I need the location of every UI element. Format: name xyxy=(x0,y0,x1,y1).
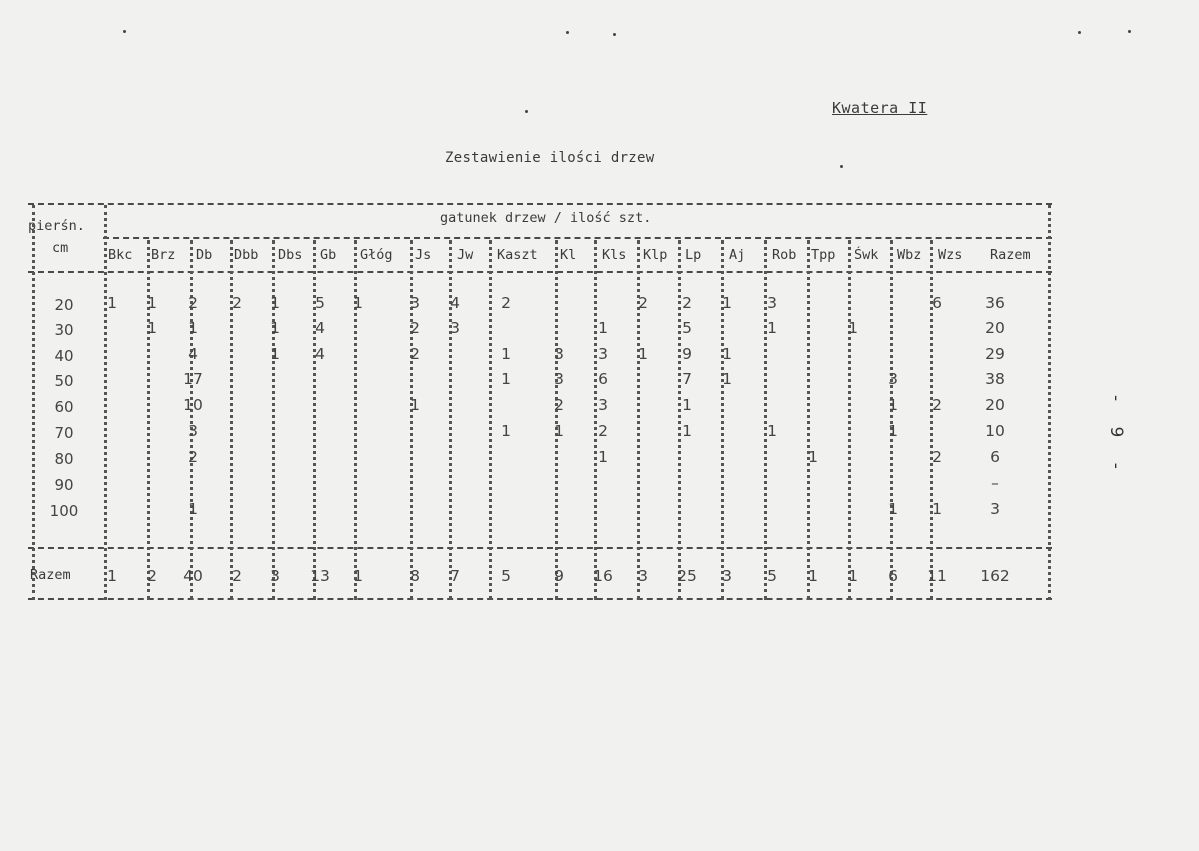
table-cell: 1 xyxy=(270,345,280,363)
total-cell: 11 xyxy=(927,567,947,585)
row-label: 70 xyxy=(54,424,74,442)
table-cell: 3 xyxy=(554,345,564,363)
total-cell: 2 xyxy=(232,567,242,585)
column-header: Tpp xyxy=(811,247,836,263)
column-header: Głóg xyxy=(360,247,393,263)
table-cell: 1 xyxy=(682,422,692,440)
column-header: Rob xyxy=(772,247,797,263)
ink-speck xyxy=(1128,30,1131,33)
table-cell: 1 xyxy=(501,345,511,363)
table-cell: 5 xyxy=(315,294,325,312)
column-header: Śwk xyxy=(854,247,879,263)
table-cell: 1 xyxy=(188,500,198,518)
table-cell: 1 xyxy=(722,294,732,312)
table-cell: 20 xyxy=(985,396,1005,414)
table-cell: 1 xyxy=(353,294,363,312)
row-label: 30 xyxy=(54,321,74,339)
row-label: 40 xyxy=(54,347,74,365)
column-header: Js xyxy=(415,247,432,263)
total-cell: 3 xyxy=(270,567,280,585)
table-cell: 4 xyxy=(315,319,325,337)
total-cell: 1 xyxy=(808,567,818,585)
table-cell: 3 xyxy=(450,319,460,337)
column-separator xyxy=(594,240,597,600)
table-cell: 1 xyxy=(888,500,898,518)
table-cell: 1 xyxy=(554,422,564,440)
table-cell: 1 xyxy=(722,345,732,363)
column-header: Kl xyxy=(560,247,577,263)
table-rule xyxy=(28,547,1052,549)
total-cell: 16 xyxy=(593,567,613,585)
table-rule xyxy=(28,598,1052,600)
total-cell: 3 xyxy=(638,567,648,585)
column-header: Dbb xyxy=(234,247,259,263)
column-header: Wbz xyxy=(897,247,922,263)
row-label: 90 xyxy=(54,476,74,494)
total-cell: 25 xyxy=(677,567,697,585)
ink-speck xyxy=(525,110,528,113)
ink-speck xyxy=(123,30,126,33)
table-cell: 10 xyxy=(183,396,203,414)
table-cell: – xyxy=(991,474,999,492)
row-header-diameter: pierśn. xyxy=(28,218,85,234)
table-cell: 1 xyxy=(501,370,511,388)
table-cell: 3 xyxy=(767,294,777,312)
column-separator xyxy=(32,205,35,600)
total-cell: 1 xyxy=(848,567,858,585)
table-cell: 3 xyxy=(554,370,564,388)
total-cell: 3 xyxy=(722,567,732,585)
column-separator xyxy=(848,240,851,600)
table-cell: 4 xyxy=(450,294,460,312)
table-cell: 38 xyxy=(985,370,1005,388)
column-header: Wzs xyxy=(938,247,963,263)
column-header: Razem xyxy=(990,247,1031,263)
total-cell: 13 xyxy=(310,567,330,585)
table-cell: 36 xyxy=(985,294,1005,312)
table-cell: 3 xyxy=(598,396,608,414)
column-header: Dbs xyxy=(278,247,303,263)
table-cell: 1 xyxy=(501,422,511,440)
table-cell: 2 xyxy=(188,448,198,466)
column-header: Kls xyxy=(602,247,627,263)
column-separator xyxy=(890,240,893,600)
table-rule xyxy=(103,237,1052,239)
table-cell: 1 xyxy=(598,448,608,466)
column-header: Bkc xyxy=(108,247,133,263)
table-cell: 1 xyxy=(410,396,420,414)
table-cell: 1 xyxy=(767,319,777,337)
table-cell: 3 xyxy=(888,370,898,388)
column-header: Db xyxy=(196,247,213,263)
table-cell: 20 xyxy=(985,319,1005,337)
column-header: Klp xyxy=(643,247,668,263)
table-cell: 2 xyxy=(598,422,608,440)
table-cell: 1 xyxy=(888,422,898,440)
total-cell: 5 xyxy=(767,567,777,585)
table-cell: 1 xyxy=(147,294,157,312)
table-cell: 3 xyxy=(598,345,608,363)
row-label: 50 xyxy=(54,372,74,390)
table-cell: 1 xyxy=(932,500,942,518)
table-cell: 1 xyxy=(682,396,692,414)
table-cell: 6 xyxy=(598,370,608,388)
table-cell: 1 xyxy=(270,294,280,312)
total-cell: 162 xyxy=(980,567,1010,585)
table-cell: 17 xyxy=(183,370,203,388)
ink-speck xyxy=(840,165,843,168)
total-cell: 5 xyxy=(501,567,511,585)
row-label: 20 xyxy=(54,296,74,314)
page-title: Zestawienie ilości drzew xyxy=(445,150,655,166)
column-separator xyxy=(807,240,810,600)
table-cell: 1 xyxy=(107,294,117,312)
total-cell: 1 xyxy=(353,567,363,585)
table-cell: 29 xyxy=(985,345,1005,363)
page-number: - 9 - xyxy=(1106,395,1126,479)
table-cell: 1 xyxy=(598,319,608,337)
total-cell: 8 xyxy=(410,567,420,585)
row-header-unit: cm xyxy=(52,240,69,256)
ink-speck xyxy=(566,31,569,34)
table-cell: 1 xyxy=(270,319,280,337)
table-cell: 2 xyxy=(501,294,511,312)
table-cell: 1 xyxy=(767,422,777,440)
table-cell: 5 xyxy=(682,319,692,337)
column-header: Jw xyxy=(457,247,474,263)
table-cell: 9 xyxy=(682,345,692,363)
table-cell: 2 xyxy=(682,294,692,312)
table-cell: 1 xyxy=(888,396,898,414)
table-cell: 1 xyxy=(848,319,858,337)
total-cell: 7 xyxy=(450,567,460,585)
table-cell: 1 xyxy=(638,345,648,363)
table-cell: 2 xyxy=(638,294,648,312)
ink-speck xyxy=(613,33,616,36)
table-cell: 4 xyxy=(188,345,198,363)
total-cell: 40 xyxy=(183,567,203,585)
species-group-header: gatunek drzew / ilość szt. xyxy=(440,210,652,226)
column-header: Gb xyxy=(320,247,337,263)
column-header: Lp xyxy=(685,247,702,263)
column-separator xyxy=(104,205,107,600)
column-header: Aj xyxy=(729,247,746,263)
totals-row-label: Razem xyxy=(30,567,71,583)
total-cell: 1 xyxy=(107,567,117,585)
table-cell: 2 xyxy=(410,319,420,337)
row-label: 100 xyxy=(49,502,79,520)
section-label: Kwatera II xyxy=(832,99,928,117)
table-cell: 1 xyxy=(147,319,157,337)
row-label: 60 xyxy=(54,398,74,416)
column-separator xyxy=(1048,205,1051,600)
column-separator xyxy=(555,240,558,600)
table-cell: 3 xyxy=(410,294,420,312)
table-cell: 1 xyxy=(808,448,818,466)
table-cell: 2 xyxy=(188,294,198,312)
table-cell: 1 xyxy=(188,319,198,337)
total-cell: 6 xyxy=(888,567,898,585)
table-cell: 6 xyxy=(932,294,942,312)
table-cell: 2 xyxy=(232,294,242,312)
table-cell: 3 xyxy=(990,500,1000,518)
table-cell: 2 xyxy=(932,396,942,414)
column-header: Kaszt xyxy=(497,247,538,263)
table-cell: 2 xyxy=(410,345,420,363)
table-cell: 2 xyxy=(932,448,942,466)
table-cell: 7 xyxy=(682,370,692,388)
total-cell: 2 xyxy=(147,567,157,585)
table-cell: 3 xyxy=(188,422,198,440)
table-cell: 1 xyxy=(722,370,732,388)
table-cell: 2 xyxy=(554,396,564,414)
table-rule xyxy=(28,203,1052,205)
row-label: 80 xyxy=(54,450,74,468)
ink-speck xyxy=(1078,31,1081,34)
total-cell: 9 xyxy=(554,567,564,585)
table-cell: 10 xyxy=(985,422,1005,440)
table-rule xyxy=(28,271,1052,273)
table-cell: 4 xyxy=(315,345,325,363)
column-header: Brz xyxy=(151,247,176,263)
table-cell: 6 xyxy=(990,448,1000,466)
